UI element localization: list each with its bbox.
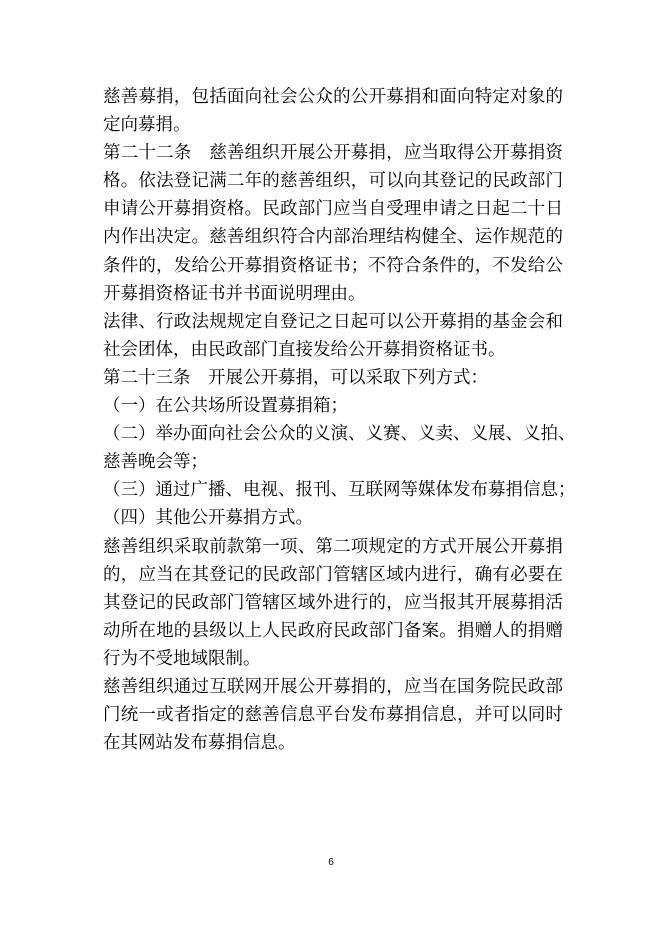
text-line: 慈善组织通过互联网开展公开募捐的，应当在国务院民政部: [103, 676, 563, 697]
text-line: 格。依法登记满二年的慈善组织，可以向其登记的民政部门: [103, 171, 563, 192]
text-line: （四）其他公开募捐方式。: [103, 508, 313, 529]
text-line: （二）举办面向社会公众的义演、义赛、义卖、义展、义拍、: [103, 424, 576, 445]
text-line: 在其网站发布募捐信息。: [103, 733, 296, 754]
text-line: 申请公开募捐资格。民政部门应当自受理申请之日起二十日: [103, 199, 563, 220]
text-line: （一）在公共场所设置募捐箱；: [103, 396, 348, 417]
text-line: 门统一或者指定的慈善信息平台发布募捐信息，并可以同时: [103, 705, 563, 726]
text-line: 法律、行政法规规定自登记之日起可以公开募捐的基金会和: [103, 311, 563, 332]
document-body: [103, 83, 576, 757]
text-line: 慈善组织采取前款第一项、第二项规定的方式开展公开募捐: [103, 536, 563, 557]
text-line: 条件的，发给公开募捐资格证书；不符合条件的，不发给公: [103, 255, 563, 276]
text-line: 第二十二条 慈善组织开展公开募捐，应当取得公开募捐资: [103, 143, 563, 164]
text-line: 内作出决定。慈善组织符合内部治理结构健全、运作规范的: [103, 227, 563, 248]
text-line: 行为不受地域限制。: [103, 648, 261, 669]
text-line: 的，应当在其登记的民政部门管辖区域内进行，确有必要在: [103, 564, 563, 585]
text-line: 其登记的民政部门管辖区域外进行的，应当报其开展募捐活: [103, 592, 563, 613]
text-line: 定向募捐。: [103, 115, 191, 136]
text-line: 动所在地的县级以上人民政府民政部门备案。捐赠人的捐赠: [103, 620, 563, 641]
text-line: 第二十三条 开展公开募捐，可以采取下列方式：: [103, 367, 488, 388]
text-line: 慈善募捐，包括面向社会公众的公开募捐和面向特定对象的: [103, 87, 563, 107]
text-line: 开募捐资格证书并书面说明理由。: [103, 283, 366, 304]
text-line: （三）通过广播、电视、报刊、互联网等媒体发布募捐信息；: [103, 480, 576, 501]
text-line: 慈善晚会等；: [103, 452, 208, 473]
page-number: 6: [328, 857, 334, 868]
text-line: 社会团体，由民政部门直接发给公开募捐资格证书。: [103, 339, 506, 360]
